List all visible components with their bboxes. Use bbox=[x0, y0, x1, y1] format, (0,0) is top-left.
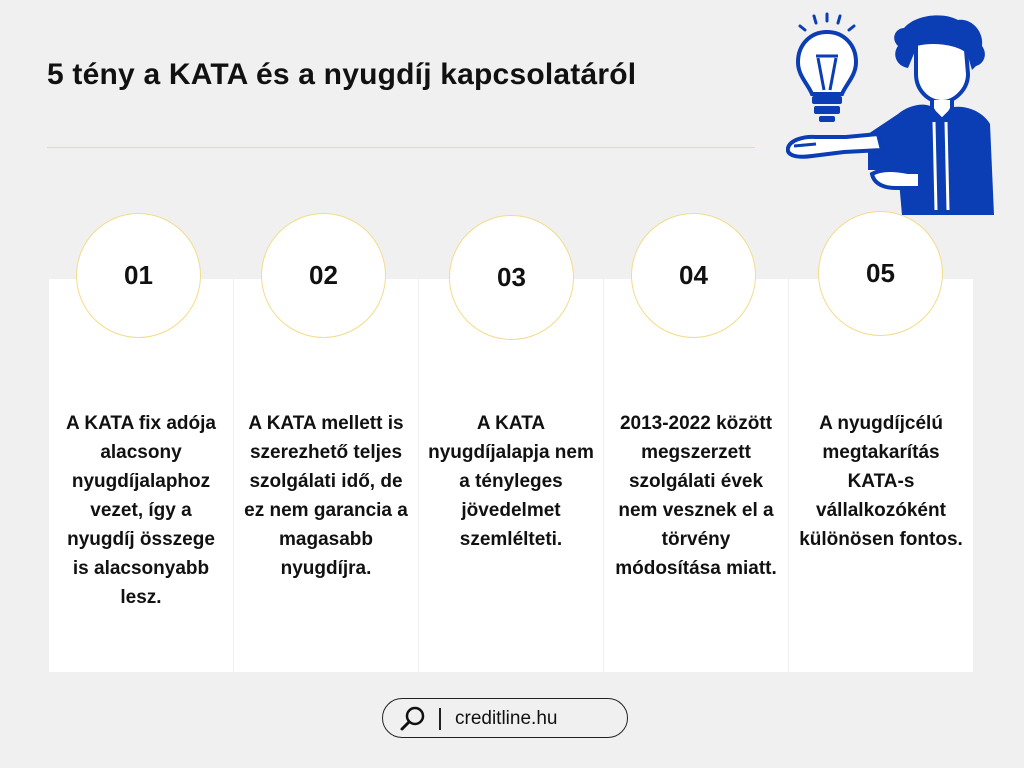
fact-number-5: 05 bbox=[818, 211, 943, 336]
fact-number-2: 02 bbox=[261, 213, 386, 338]
fact-text: A KATA fix adója alacsony nyugdíjalaphoz vezet, így a nyugdíj összege is alacsonyabb lesz. bbox=[66, 413, 216, 608]
website-url: creditline.hu bbox=[455, 708, 558, 729]
website-link[interactable] bbox=[382, 698, 628, 738]
person-with-lightbulb-illustration bbox=[786, 10, 996, 215]
page-title: 5 tény a KATA és a nyugdíj kapcsolatáról bbox=[47, 58, 637, 91]
fact-text: 2013-2022 között megszerzett szolgálati évek nem vesznek el a törvény módosítása miatt. bbox=[615, 413, 777, 579]
fact-number-3: 03 bbox=[449, 215, 574, 340]
fact-card-5 bbox=[789, 279, 973, 672]
title-divider bbox=[47, 147, 755, 148]
fact-text: A KATA nyugdíjalapja nem a tényleges jövedelmet szemlélteti. bbox=[428, 413, 594, 550]
fact-number-4: 04 bbox=[631, 213, 756, 338]
fact-number-1: 01 bbox=[76, 213, 201, 338]
lightbulb-icon bbox=[798, 32, 856, 122]
fact-text: A KATA mellett is szerezhető teljes szolgálati idő, de ez nem garancia a magasabb nyugdíjra. bbox=[244, 413, 408, 579]
search-icon bbox=[399, 705, 427, 733]
fact-text: A nyugdíjcélú megtakarítás KATA-s vállalkozóként különösen fontos. bbox=[799, 413, 963, 550]
idea-rays-icon bbox=[800, 14, 854, 30]
separator bbox=[439, 708, 441, 730]
